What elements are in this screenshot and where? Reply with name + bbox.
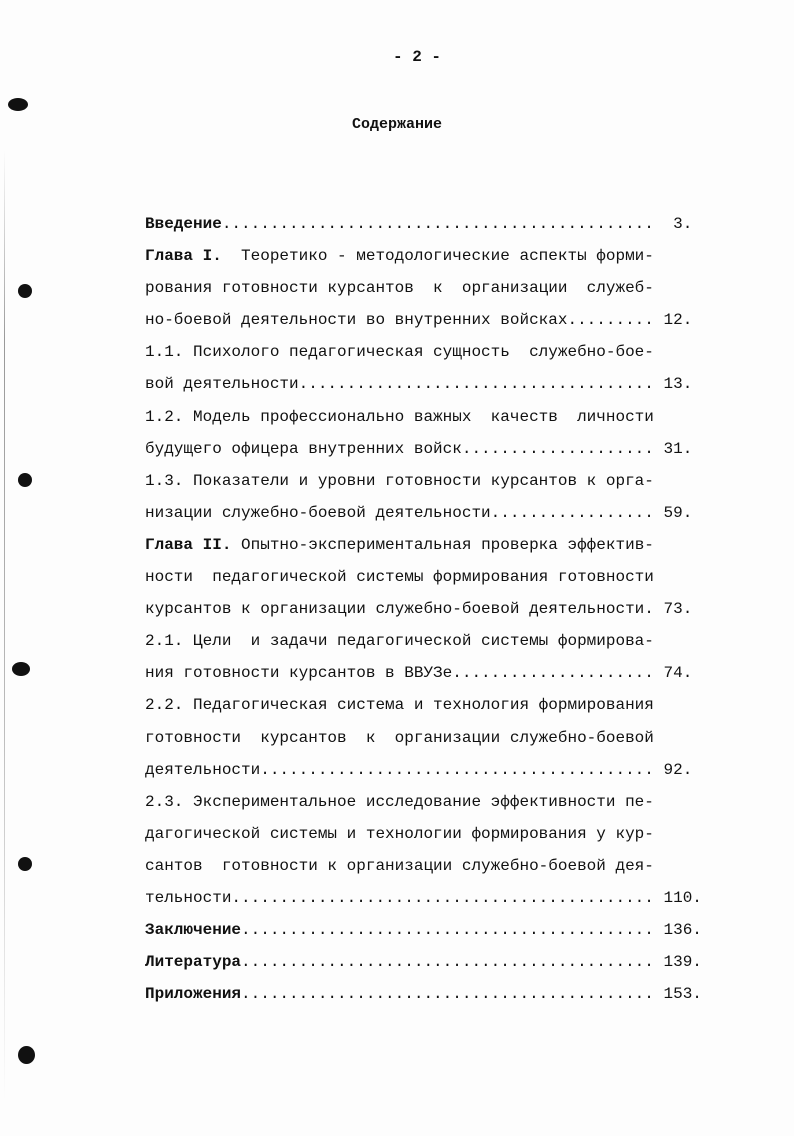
toc-line (145, 278, 702, 310)
toc-line (145, 471, 702, 503)
toc-line (145, 310, 702, 342)
toc-text: вой деятельности..................................... 13. (145, 375, 693, 394)
toc-text: тельности............................................ 110. (145, 888, 702, 907)
punch-hole-mark (8, 98, 28, 111)
toc-line (145, 824, 702, 856)
toc-text: ............................................. 3. (221, 215, 693, 233)
toc-heading: Глава II. (145, 535, 232, 554)
toc-text: 1.2. Модель профессионально важных качеств личности (145, 407, 654, 426)
toc-text: низации служебно-боевой деятельности................. 59. (145, 503, 693, 522)
table-of-contents (145, 214, 702, 1016)
page-number: - 2 - (392, 48, 441, 66)
toc-line (145, 984, 702, 1016)
punch-hole-mark (18, 857, 32, 871)
toc-text: Опытно-экспериментальная проверка эффектив- (231, 535, 654, 554)
toc-heading: Заключение (145, 921, 242, 940)
toc-text: ........................................... 153. (241, 985, 702, 1004)
toc-line (145, 792, 702, 824)
toc-line (145, 760, 702, 792)
toc-text: но-боевой деятельности во внутренних войсках......... 12. (145, 311, 693, 330)
toc-text: готовности курсантов к организации служебно-боевой (145, 728, 654, 747)
toc-line (145, 503, 702, 535)
toc-heading: Приложения (145, 985, 242, 1004)
toc-line (145, 631, 702, 663)
toc-text: 1.1. Психолого педагогическая сущность служебно-бое- (145, 343, 654, 362)
toc-line (145, 407, 702, 439)
toc-text: деятельности......................................... 92. (145, 760, 693, 779)
toc-heading: Введение (145, 215, 222, 233)
punch-hole-mark (12, 662, 30, 676)
toc-text: будущего офицера внутренних войск.................... 31. (145, 439, 693, 458)
toc-line (145, 567, 702, 599)
toc-line (145, 663, 702, 695)
toc-line (145, 695, 702, 727)
toc-line (145, 535, 702, 567)
toc-text: 2.3. Экспериментальное исследование эффективности пе- (145, 792, 654, 811)
toc-line (145, 888, 702, 920)
toc-text: 1.3. Показатели и уровни готовности курсантов к орга- (145, 471, 654, 490)
toc-text: 2.1. Цели и задачи педагогической системы формирова- (145, 632, 654, 651)
toc-line (145, 856, 702, 888)
toc-line (145, 374, 702, 406)
toc-text: курсантов к организации служебно-боевой деятельности. 73. (145, 600, 693, 619)
toc-heading: Глава I. (145, 247, 222, 266)
toc-line (145, 214, 702, 246)
page-title: Содержание (351, 116, 442, 133)
toc-text: сантов готовности к организации служебно-боевой дея- (145, 856, 654, 875)
toc-line (145, 920, 702, 952)
toc-line (145, 439, 702, 471)
toc-text: ния готовности курсантов в ВВУЗе..................... 74. (145, 664, 693, 683)
punch-hole-mark (18, 1046, 35, 1064)
toc-heading: Литература (145, 953, 242, 972)
toc-line (145, 599, 702, 631)
toc-line (145, 246, 702, 278)
toc-text: рования готовности курсантов к организации служеб- (145, 279, 654, 298)
toc-text: ........................................... 136. (241, 921, 702, 940)
toc-text: ........................................... 139. (241, 953, 702, 972)
punch-hole-mark (18, 284, 32, 298)
toc-text: Теоретико - методологические аспекты форми- (221, 247, 654, 266)
toc-text: 2.2. Педагогическая система и технология формирования (145, 696, 654, 715)
toc-text: дагогической системы и технологии формирования у кур- (145, 824, 654, 843)
toc-line (145, 728, 702, 760)
toc-line (145, 952, 702, 984)
toc-text: ности педагогической системы формирования готовности (145, 568, 654, 587)
scan-edge-shadow (4, 150, 5, 1100)
toc-line (145, 342, 702, 374)
punch-hole-mark (18, 473, 32, 487)
